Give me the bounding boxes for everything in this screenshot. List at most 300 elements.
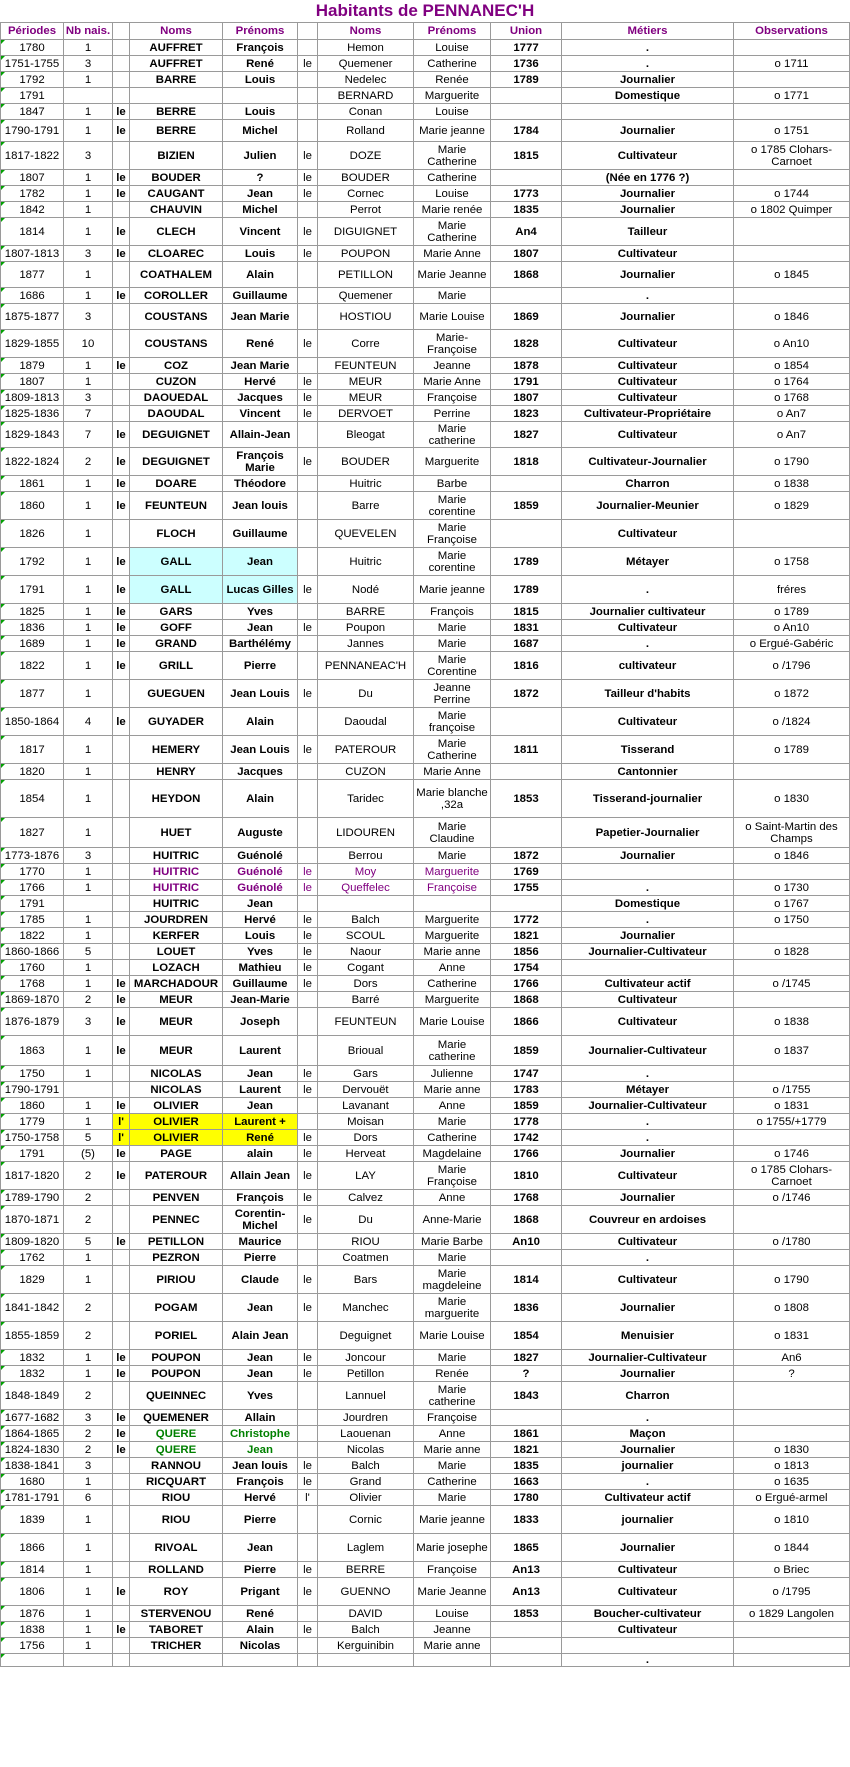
prenom-cell: Jean bbox=[223, 896, 298, 912]
article-cell bbox=[113, 330, 130, 358]
article-cell: le bbox=[113, 620, 130, 636]
nb-naissances-cell: 1 bbox=[64, 864, 113, 880]
metier-cell: . bbox=[562, 1066, 734, 1082]
periode-cell: 1766 bbox=[1, 880, 64, 896]
nom-cell: BIZIEN bbox=[130, 142, 223, 170]
union-cell: 1859 bbox=[491, 1098, 562, 1114]
table-row bbox=[1, 120, 850, 142]
observations-cell: o 1854 bbox=[734, 358, 850, 374]
spouse-article-cell bbox=[298, 848, 318, 864]
article-cell: le bbox=[113, 288, 130, 304]
table-row bbox=[1, 1146, 850, 1162]
prenom-cell: Laurent bbox=[223, 1082, 298, 1098]
nb-naissances-cell bbox=[64, 1654, 113, 1667]
article-cell bbox=[113, 1606, 130, 1622]
metier-cell: Cultivateur bbox=[562, 246, 734, 262]
spouse-article-cell bbox=[298, 1534, 318, 1562]
prenom-cell: François Marie bbox=[223, 448, 298, 476]
union-cell: 1663 bbox=[491, 1474, 562, 1490]
nom-cell: PORIEL bbox=[130, 1322, 223, 1350]
union-cell: 1868 bbox=[491, 262, 562, 288]
metier-cell: Journalier-Cultivateur bbox=[562, 1098, 734, 1114]
prenom-cell: Barthélémy bbox=[223, 636, 298, 652]
metier-cell: Cultivateur actif bbox=[562, 1490, 734, 1506]
spouse-prenom-cell: Marie Françoise bbox=[414, 520, 491, 548]
metier-cell: Cultivateur bbox=[562, 1162, 734, 1190]
spouse-article-cell: le bbox=[298, 736, 318, 764]
union-cell: 1878 bbox=[491, 358, 562, 374]
spouse-prenom-cell: Marie Corentine bbox=[414, 652, 491, 680]
union-cell: 1835 bbox=[491, 1458, 562, 1474]
spouse-prenom-cell: Catherine bbox=[414, 1474, 491, 1490]
observations-cell: An6 bbox=[734, 1350, 850, 1366]
spouse-prenom-cell bbox=[414, 1654, 491, 1667]
observations-cell: o 1846 bbox=[734, 304, 850, 330]
union-cell: 1872 bbox=[491, 848, 562, 864]
periode-cell: 1807-1813 bbox=[1, 246, 64, 262]
spouse-article-cell: le bbox=[298, 374, 318, 390]
metier-cell: Cultivateur bbox=[562, 1578, 734, 1606]
prenom-cell: Guénolé bbox=[223, 848, 298, 864]
spouse-article-cell: le bbox=[298, 1190, 318, 1206]
spouse-article-cell: le bbox=[298, 218, 318, 246]
prenom-cell: alain bbox=[223, 1146, 298, 1162]
table-row bbox=[1, 1008, 850, 1036]
union-cell: 1859 bbox=[491, 492, 562, 520]
col-header-prenoms-spouse: Prénoms bbox=[414, 23, 491, 40]
nb-naissances-cell: 1 bbox=[64, 1066, 113, 1082]
periode-cell: 1782 bbox=[1, 186, 64, 202]
observations-cell: o 1730 bbox=[734, 880, 850, 896]
union-cell: 1827 bbox=[491, 1350, 562, 1366]
article-cell: le bbox=[113, 1350, 130, 1366]
prenom-cell: Vincent bbox=[223, 406, 298, 422]
observations-cell: o 1831 bbox=[734, 1098, 850, 1114]
prenom-cell: Laurent bbox=[223, 1036, 298, 1066]
table-row bbox=[1, 1294, 850, 1322]
prenom-cell: Nicolas bbox=[223, 1638, 298, 1654]
spouse-prenom-cell: Marie Louise bbox=[414, 304, 491, 330]
spouse-article-cell: le bbox=[298, 142, 318, 170]
periode-cell: 1750 bbox=[1, 1066, 64, 1082]
union-cell bbox=[491, 520, 562, 548]
metier-cell: Charron bbox=[562, 476, 734, 492]
union-cell bbox=[491, 288, 562, 304]
union-cell: 1853 bbox=[491, 780, 562, 818]
article-cell bbox=[113, 520, 130, 548]
prenom-cell: Louis bbox=[223, 104, 298, 120]
spouse-prenom-cell: Marie marguerite bbox=[414, 1294, 491, 1322]
metier-cell: Cultivateur bbox=[562, 374, 734, 390]
periode-cell: 1860 bbox=[1, 492, 64, 520]
periode-cell: 1876-1879 bbox=[1, 1008, 64, 1036]
nb-naissances-cell: 2 bbox=[64, 1442, 113, 1458]
nom-cell: HUITRIC bbox=[130, 880, 223, 896]
col-header-blank-1 bbox=[113, 23, 130, 40]
spouse-nom-cell bbox=[318, 1654, 414, 1667]
spouse-prenom-cell: Marguerite bbox=[414, 448, 491, 476]
nom-cell: GUYADER bbox=[130, 708, 223, 736]
nom-cell: POUPON bbox=[130, 1366, 223, 1382]
observations-cell: o 1744 bbox=[734, 186, 850, 202]
article-cell: le bbox=[113, 1366, 130, 1382]
observations-cell: o 1829 Langolen bbox=[734, 1606, 850, 1622]
spouse-prenom-cell: Marie anne bbox=[414, 1442, 491, 1458]
spouse-prenom-cell: Marie Jeanne bbox=[414, 262, 491, 288]
table-row bbox=[1, 40, 850, 56]
metier-cell: Journalier bbox=[562, 1534, 734, 1562]
table-row bbox=[1, 896, 850, 912]
spouse-prenom-cell: Marie bbox=[414, 620, 491, 636]
observations-cell: o 1802 Quimper bbox=[734, 202, 850, 218]
nb-naissances-cell: 1 bbox=[64, 764, 113, 780]
table-row bbox=[1, 1578, 850, 1606]
nb-naissances-cell: 1 bbox=[64, 104, 113, 120]
observations-cell bbox=[734, 1638, 850, 1654]
prenom-cell: Joseph bbox=[223, 1008, 298, 1036]
union-cell: 1815 bbox=[491, 142, 562, 170]
union-cell: ? bbox=[491, 1366, 562, 1382]
table-row bbox=[1, 1366, 850, 1382]
observations-cell: o 1830 bbox=[734, 1442, 850, 1458]
spouse-prenom-cell: Marie Jeanne bbox=[414, 1578, 491, 1606]
table-row bbox=[1, 104, 850, 120]
article-cell: le bbox=[113, 218, 130, 246]
observations-cell bbox=[734, 1130, 850, 1146]
union-cell: 1866 bbox=[491, 1008, 562, 1036]
nom-cell: DAOUDAL bbox=[130, 406, 223, 422]
metier-cell: Journalier bbox=[562, 202, 734, 218]
prenom-cell: Jean bbox=[223, 1366, 298, 1382]
union-cell: 1754 bbox=[491, 960, 562, 976]
table-row bbox=[1, 1426, 850, 1442]
spouse-nom-cell: CUZON bbox=[318, 764, 414, 780]
union-cell: 1769 bbox=[491, 864, 562, 880]
nom-cell: GRAND bbox=[130, 636, 223, 652]
spouse-article-cell: le bbox=[298, 170, 318, 186]
prenom-cell: Alain bbox=[223, 708, 298, 736]
nb-naissances-cell: 1 bbox=[64, 1036, 113, 1066]
observations-cell bbox=[734, 246, 850, 262]
periode-cell: 1864-1865 bbox=[1, 1426, 64, 1442]
spouse-nom-cell: Balch bbox=[318, 1458, 414, 1474]
spouse-prenom-cell: Françoise bbox=[414, 1410, 491, 1426]
nb-naissances-cell: 1 bbox=[64, 358, 113, 374]
union-cell: 1828 bbox=[491, 330, 562, 358]
prenom-cell: Claude bbox=[223, 1266, 298, 1294]
periode-cell: 1829-1843 bbox=[1, 422, 64, 448]
article-cell: le bbox=[113, 448, 130, 476]
observations-cell: o 1785 Clohars-Carnoet bbox=[734, 1162, 850, 1190]
nom-cell: COUSTANS bbox=[130, 330, 223, 358]
nom-cell: STERVENOU bbox=[130, 1606, 223, 1622]
table-row bbox=[1, 476, 850, 492]
spouse-prenom-cell: Marie renée bbox=[414, 202, 491, 218]
col-header-noms-spouse: Noms bbox=[318, 23, 414, 40]
metier-cell: . bbox=[562, 40, 734, 56]
union-cell: 1833 bbox=[491, 1506, 562, 1534]
spouse-nom-cell: PENNANEAC'H bbox=[318, 652, 414, 680]
union-cell: 1843 bbox=[491, 1382, 562, 1410]
article-cell bbox=[113, 1534, 130, 1562]
nom-cell: MEUR bbox=[130, 1008, 223, 1036]
periode-cell: 1825-1836 bbox=[1, 406, 64, 422]
observations-cell: o 1846 bbox=[734, 848, 850, 864]
union-cell bbox=[491, 104, 562, 120]
union-cell: 1859 bbox=[491, 1036, 562, 1066]
article-cell: le bbox=[113, 1410, 130, 1426]
nb-naissances-cell: 1 bbox=[64, 218, 113, 246]
nb-naissances-cell: 3 bbox=[64, 142, 113, 170]
union-cell: 1747 bbox=[491, 1066, 562, 1082]
spouse-article-cell bbox=[298, 72, 318, 88]
article-cell bbox=[113, 680, 130, 708]
spouse-prenom-cell: Marie blanche ,32a bbox=[414, 780, 491, 818]
observations-cell: o 1635 bbox=[734, 1474, 850, 1490]
nb-naissances-cell: 1 bbox=[64, 186, 113, 202]
nb-naissances-cell: 2 bbox=[64, 1382, 113, 1410]
spouse-nom-cell: Brioual bbox=[318, 1036, 414, 1066]
prenom-cell: Guillaume bbox=[223, 976, 298, 992]
spouse-nom-cell: Olivier bbox=[318, 1490, 414, 1506]
article-cell: le bbox=[113, 652, 130, 680]
spouse-nom-cell: Gars bbox=[318, 1066, 414, 1082]
article-cell bbox=[113, 374, 130, 390]
article-cell bbox=[113, 1474, 130, 1490]
table-row bbox=[1, 186, 850, 202]
table-row bbox=[1, 1098, 850, 1114]
observations-cell: o /1755 bbox=[734, 1082, 850, 1098]
periode-cell bbox=[1, 1654, 64, 1667]
spouse-article-cell: le bbox=[298, 330, 318, 358]
table-row bbox=[1, 1114, 850, 1130]
spouse-article-cell bbox=[298, 1506, 318, 1534]
spouse-article-cell: l' bbox=[298, 1490, 318, 1506]
inhabitants-table bbox=[0, 22, 850, 1667]
union-cell: 1853 bbox=[491, 1606, 562, 1622]
nb-naissances-cell: 2 bbox=[64, 1426, 113, 1442]
spouse-nom-cell: Nedelec bbox=[318, 72, 414, 88]
observations-cell: o 1810 bbox=[734, 1506, 850, 1534]
nom-cell: HUITRIC bbox=[130, 848, 223, 864]
spouse-prenom-cell: Marie anne bbox=[414, 1638, 491, 1654]
metier-cell: Journalier bbox=[562, 1366, 734, 1382]
nb-naissances-cell: 1 bbox=[64, 976, 113, 992]
spouse-article-cell: le bbox=[298, 1350, 318, 1366]
article-cell: le bbox=[113, 1442, 130, 1458]
periode-cell: 1829 bbox=[1, 1266, 64, 1294]
article-cell: le bbox=[113, 604, 130, 620]
spouse-nom-cell: Grand bbox=[318, 1474, 414, 1490]
union-cell: 1823 bbox=[491, 406, 562, 422]
union-cell: 1766 bbox=[491, 1146, 562, 1162]
spouse-nom-cell: Coatmen bbox=[318, 1250, 414, 1266]
spouse-prenom-cell: Louise bbox=[414, 1606, 491, 1622]
spouse-nom-cell: Moy bbox=[318, 864, 414, 880]
table-row bbox=[1, 330, 850, 358]
spouse-article-cell bbox=[298, 304, 318, 330]
article-cell bbox=[113, 1082, 130, 1098]
union-cell bbox=[491, 476, 562, 492]
spouse-prenom-cell: Julienne bbox=[414, 1066, 491, 1082]
observations-cell bbox=[734, 170, 850, 186]
observations-cell: o An10 bbox=[734, 620, 850, 636]
spouse-nom-cell: MEUR bbox=[318, 374, 414, 390]
article-cell bbox=[113, 262, 130, 288]
metier-cell: Métayer bbox=[562, 1082, 734, 1098]
article-cell bbox=[113, 736, 130, 764]
metier-cell: Journalier bbox=[562, 1146, 734, 1162]
spouse-article-cell: le bbox=[298, 448, 318, 476]
nb-naissances-cell: 1 bbox=[64, 818, 113, 848]
article-cell bbox=[113, 880, 130, 896]
spouse-nom-cell: Deguignet bbox=[318, 1322, 414, 1350]
spouse-prenom-cell: Marie josephe bbox=[414, 1534, 491, 1562]
spouse-article-cell bbox=[298, 1250, 318, 1266]
article-cell bbox=[113, 56, 130, 72]
article-cell: le bbox=[113, 186, 130, 202]
nom-cell: BERRE bbox=[130, 104, 223, 120]
periode-cell: 1760 bbox=[1, 960, 64, 976]
article-cell bbox=[113, 896, 130, 912]
metier-cell: Journalier-Cultivateur bbox=[562, 1350, 734, 1366]
prenom-cell: ? bbox=[223, 170, 298, 186]
spouse-nom-cell: DAVID bbox=[318, 1606, 414, 1622]
nom-cell: BOUDER bbox=[130, 170, 223, 186]
table-row bbox=[1, 1562, 850, 1578]
nom-cell: CHAUVIN bbox=[130, 202, 223, 218]
nb-naissances-cell: 3 bbox=[64, 1458, 113, 1474]
article-cell: le bbox=[113, 1146, 130, 1162]
union-cell: An10 bbox=[491, 1234, 562, 1250]
nb-naissances-cell: 1 bbox=[64, 1606, 113, 1622]
periode-cell: 1827 bbox=[1, 818, 64, 848]
spouse-prenom-cell: Françoise bbox=[414, 880, 491, 896]
observations-cell bbox=[734, 520, 850, 548]
table-row bbox=[1, 1382, 850, 1410]
observations-cell: o Saint-Martin des Champs bbox=[734, 818, 850, 848]
nb-naissances-cell: 1 bbox=[64, 620, 113, 636]
metier-cell: Journalier bbox=[562, 304, 734, 330]
observations-cell: o /1796 bbox=[734, 652, 850, 680]
nom-cell: AUFFRET bbox=[130, 56, 223, 72]
spouse-prenom-cell: Marie Anne bbox=[414, 246, 491, 262]
table-row bbox=[1, 390, 850, 406]
prenom-cell: Christophe bbox=[223, 1426, 298, 1442]
metier-cell: Cultivateur bbox=[562, 1266, 734, 1294]
spouse-nom-cell: BARRE bbox=[318, 604, 414, 620]
nom-cell: AUFFRET bbox=[130, 40, 223, 56]
union-cell: 1807 bbox=[491, 246, 562, 262]
nom-cell: HEMERY bbox=[130, 736, 223, 764]
periode-cell: 1847 bbox=[1, 104, 64, 120]
spouse-prenom-cell bbox=[414, 896, 491, 912]
nom-cell: PATEROUR bbox=[130, 1162, 223, 1190]
periode-cell: 1838 bbox=[1, 1622, 64, 1638]
spouse-nom-cell: Nodé bbox=[318, 576, 414, 604]
nom-cell: HEYDON bbox=[130, 780, 223, 818]
periode-cell: 1820 bbox=[1, 764, 64, 780]
prenom-cell: Guénolé bbox=[223, 880, 298, 896]
union-cell: 1766 bbox=[491, 976, 562, 992]
article-cell bbox=[113, 1294, 130, 1322]
nb-naissances-cell: 1 bbox=[64, 604, 113, 620]
table-row bbox=[1, 604, 850, 620]
nb-naissances-cell: 1 bbox=[64, 576, 113, 604]
table-row bbox=[1, 736, 850, 764]
spouse-article-cell bbox=[298, 476, 318, 492]
prenom-cell: Allain bbox=[223, 1410, 298, 1426]
article-cell bbox=[113, 142, 130, 170]
spouse-nom-cell: Corre bbox=[318, 330, 414, 358]
spouse-article-cell bbox=[298, 288, 318, 304]
metier-cell: Journalier bbox=[562, 262, 734, 288]
spouse-article-cell: le bbox=[298, 1294, 318, 1322]
nb-naissances-cell: 1 bbox=[64, 780, 113, 818]
spouse-prenom-cell: Marie Catherine bbox=[414, 218, 491, 246]
table-row bbox=[1, 202, 850, 218]
observations-cell: o 1808 bbox=[734, 1294, 850, 1322]
periode-cell: 1841-1842 bbox=[1, 1294, 64, 1322]
observations-cell bbox=[734, 104, 850, 120]
union-cell: 1827 bbox=[491, 422, 562, 448]
union-cell: 1768 bbox=[491, 1190, 562, 1206]
article-cell: le bbox=[113, 636, 130, 652]
nb-naissances-cell: 5 bbox=[64, 944, 113, 960]
metier-cell: journalier bbox=[562, 1458, 734, 1474]
spouse-prenom-cell: Marie corentine bbox=[414, 492, 491, 520]
prenom-cell: François bbox=[223, 1474, 298, 1490]
nb-naissances-cell: 3 bbox=[64, 1008, 113, 1036]
nb-naissances-cell: 1 bbox=[64, 72, 113, 88]
spouse-prenom-cell: Marie anne bbox=[414, 1082, 491, 1098]
table-row bbox=[1, 492, 850, 520]
prenom-cell: Guénolé bbox=[223, 864, 298, 880]
col-header-union: Union bbox=[491, 23, 562, 40]
metier-cell: . bbox=[562, 576, 734, 604]
union-cell bbox=[491, 818, 562, 848]
table-row bbox=[1, 1250, 850, 1266]
spouse-nom-cell: Laouenan bbox=[318, 1426, 414, 1442]
prenom-cell: François bbox=[223, 1190, 298, 1206]
table-row bbox=[1, 1082, 850, 1098]
periode-cell: 1779 bbox=[1, 1114, 64, 1130]
table-row bbox=[1, 620, 850, 636]
spouse-prenom-cell: Perrine bbox=[414, 406, 491, 422]
spouse-article-cell bbox=[298, 1322, 318, 1350]
table-row bbox=[1, 520, 850, 548]
spouse-nom-cell: PETILLON bbox=[318, 262, 414, 288]
periode-cell: 1869-1870 bbox=[1, 992, 64, 1008]
article-cell: le bbox=[113, 1162, 130, 1190]
metier-cell: Couvreur en ardoises bbox=[562, 1206, 734, 1234]
nb-naissances-cell: 10 bbox=[64, 330, 113, 358]
prenom-cell: Vincent bbox=[223, 218, 298, 246]
article-cell bbox=[113, 1562, 130, 1578]
spouse-prenom-cell: Marie jeanne bbox=[414, 1506, 491, 1534]
periode-cell: 1790-1791 bbox=[1, 120, 64, 142]
nom-cell: COROLLER bbox=[130, 288, 223, 304]
metier-cell: Tisserand-journalier bbox=[562, 780, 734, 818]
observations-cell: o 1829 bbox=[734, 492, 850, 520]
nb-naissances-cell: 2 bbox=[64, 1294, 113, 1322]
spouse-article-cell bbox=[298, 780, 318, 818]
article-cell bbox=[113, 928, 130, 944]
spouse-article-cell bbox=[298, 1382, 318, 1410]
nom-cell: GOFF bbox=[130, 620, 223, 636]
periode-cell: 1770 bbox=[1, 864, 64, 880]
article-cell: le bbox=[113, 992, 130, 1008]
